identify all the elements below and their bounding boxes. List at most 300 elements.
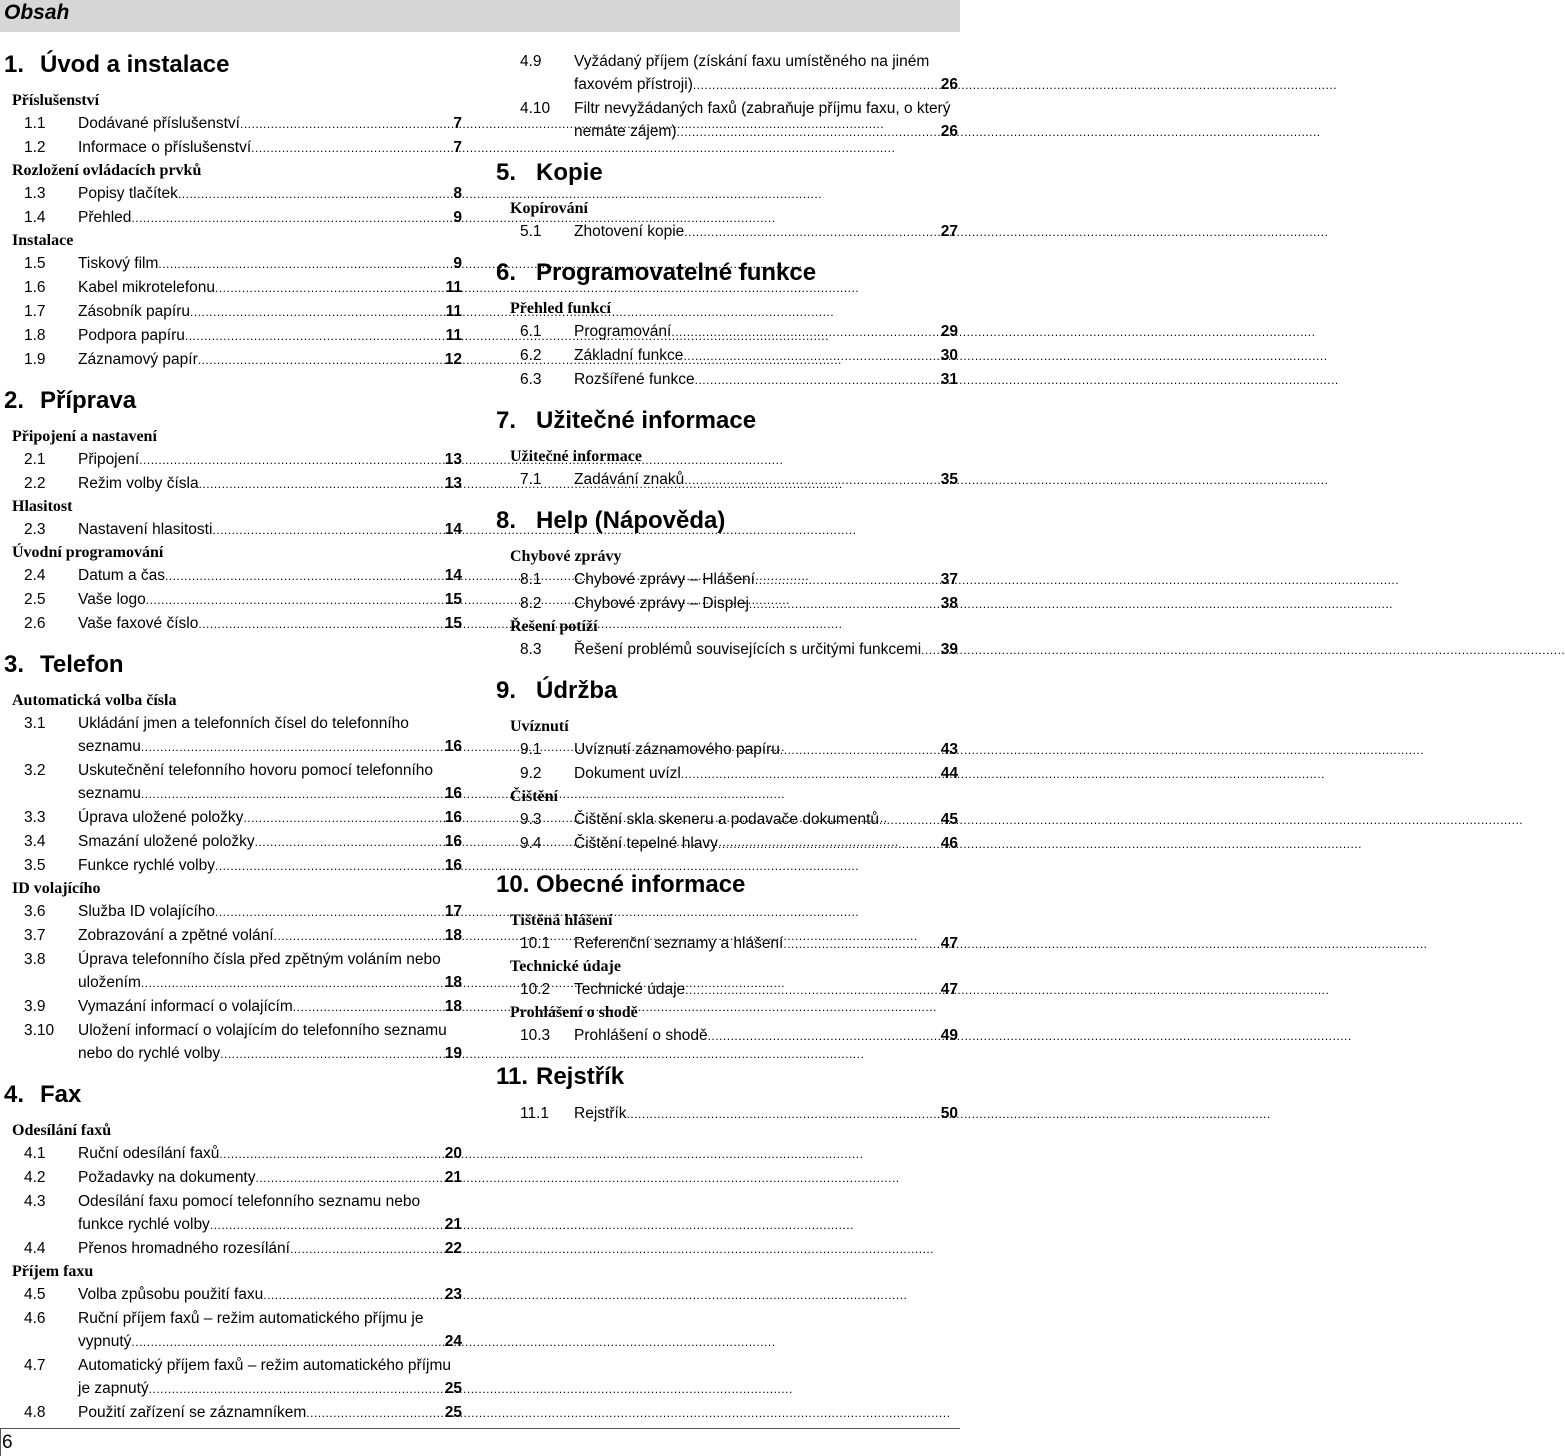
entry-page: 37 bbox=[940, 571, 958, 588]
section-heading: Čištění bbox=[510, 788, 558, 805]
entry-text: Služba ID volajícího bbox=[78, 903, 215, 920]
chapter-title: Úvod a instalace bbox=[40, 51, 230, 78]
entry-text: Technické údaje bbox=[574, 981, 686, 998]
dot-leader bbox=[684, 468, 939, 492]
toc-entry[interactable] bbox=[0, 759, 466, 806]
entry-text: Popisy tlačítek bbox=[78, 185, 178, 202]
entry-line bbox=[78, 1377, 462, 1401]
entry-page: 16 bbox=[444, 857, 462, 874]
toc-entry[interactable] bbox=[496, 320, 960, 344]
entry-page: 47 bbox=[940, 935, 958, 952]
entry-page: 11 bbox=[445, 303, 462, 320]
dot-leader bbox=[306, 1401, 443, 1425]
entry-number: 3.9 bbox=[24, 998, 46, 1015]
dot-leader bbox=[146, 588, 444, 612]
entry-number: 4.2 bbox=[24, 1169, 46, 1186]
entry-number: 3.7 bbox=[24, 927, 46, 944]
dot-leader bbox=[251, 136, 452, 160]
entry-text: Ruční odesílání faxů bbox=[78, 1145, 220, 1162]
entry-text: Vaše logo bbox=[78, 591, 146, 608]
chapter-heading[interactable] bbox=[496, 1062, 960, 1092]
entry-page: 16 bbox=[444, 785, 462, 802]
dot-leader bbox=[131, 206, 452, 230]
entry-page: 46 bbox=[940, 835, 958, 852]
section-heading: Přehled funkcí bbox=[510, 300, 611, 317]
dot-leader bbox=[215, 854, 444, 878]
entry-page: 11 bbox=[445, 279, 462, 296]
entry-page: 15 bbox=[444, 591, 462, 608]
section-heading: Automatická volba čísla bbox=[12, 692, 177, 709]
chapter-title: Programovatelné funkce bbox=[536, 259, 817, 286]
toc-entry[interactable] bbox=[496, 1024, 960, 1048]
toc-entry[interactable] bbox=[0, 1307, 466, 1354]
entry-text: Rejstřík bbox=[574, 1105, 627, 1122]
toc-entry[interactable] bbox=[0, 252, 466, 276]
entry-page: 47 bbox=[940, 981, 958, 998]
entry-number: 6.1 bbox=[520, 323, 542, 340]
entry-text-cont: vypnutý bbox=[78, 1333, 132, 1350]
chapter-gap-small bbox=[496, 706, 960, 716]
section-heading: Rozložení ovládacích prvků bbox=[12, 162, 202, 179]
dot-leader bbox=[215, 276, 445, 300]
dot-leader bbox=[274, 924, 444, 948]
toc-entry[interactable] bbox=[496, 368, 960, 392]
entry-number: 7.1 bbox=[520, 471, 542, 488]
entry-page: 39 bbox=[940, 641, 958, 658]
entry-text: Zadávání znaků bbox=[574, 471, 685, 488]
entry-text: Rozšířené funkce bbox=[574, 371, 695, 388]
toc-entry[interactable] bbox=[0, 1283, 466, 1307]
chapter-number: 4. bbox=[4, 1081, 25, 1108]
entry-number: 1.9 bbox=[24, 351, 46, 368]
entry-page: 7 bbox=[453, 115, 462, 132]
entry-line bbox=[78, 1401, 462, 1425]
dot-leader bbox=[293, 995, 444, 1019]
dot-leader bbox=[243, 806, 443, 830]
dot-leader bbox=[240, 112, 452, 136]
entry-line bbox=[574, 120, 958, 144]
entry-text: Čištění tepelné hlavy bbox=[574, 835, 718, 852]
entry-page: 9 bbox=[453, 209, 462, 226]
entry-text: Vymazání informací o volajícím bbox=[78, 998, 293, 1015]
entry-line bbox=[78, 518, 462, 542]
entry-number: 4.10 bbox=[520, 100, 551, 117]
footer-divider bbox=[0, 1428, 1, 1456]
entry-number: 10.1 bbox=[520, 935, 551, 952]
toc-entry[interactable] bbox=[0, 1166, 466, 1190]
entry-line bbox=[78, 1330, 462, 1354]
dot-leader bbox=[684, 220, 939, 244]
entry-number: 3.1 bbox=[24, 715, 46, 732]
entry-text: Úprava telefonního čísla před zpětným voláním nebo bbox=[78, 951, 441, 968]
toc-column-right bbox=[496, 50, 960, 1126]
entry-page: 16 bbox=[444, 809, 462, 826]
toc-entry[interactable] bbox=[496, 978, 960, 1002]
chapter-number: 11. bbox=[496, 1063, 529, 1090]
entry-text-cont: nemáte zájem) bbox=[574, 123, 677, 140]
section-heading: Kopírování bbox=[510, 200, 588, 217]
entry-page: 13 bbox=[444, 475, 462, 492]
entry-line bbox=[78, 472, 462, 496]
chapter-gap-small bbox=[496, 1092, 960, 1102]
toc-entry[interactable] bbox=[0, 324, 466, 348]
entry-number: 2.2 bbox=[24, 475, 46, 492]
chapter-gap-small bbox=[0, 416, 466, 426]
section-heading: Užitečné informace bbox=[510, 448, 642, 465]
chapter-gap-small bbox=[496, 188, 960, 198]
chapter-gap-small bbox=[496, 288, 960, 298]
entry-line bbox=[574, 738, 958, 762]
entry-number: 8.3 bbox=[520, 641, 542, 658]
toc-entry[interactable] bbox=[0, 612, 466, 636]
dot-leader bbox=[290, 1237, 444, 1261]
entry-text: Připojení bbox=[78, 451, 140, 468]
toc-entry[interactable] bbox=[496, 808, 960, 832]
entry-line bbox=[574, 344, 958, 368]
toc-entry[interactable] bbox=[496, 468, 960, 492]
entry-number: 3.6 bbox=[24, 903, 46, 920]
entry-text: Přehled bbox=[78, 209, 132, 226]
toc-entry[interactable] bbox=[0, 830, 466, 854]
chapter-heading[interactable] bbox=[496, 406, 960, 436]
section-heading: Příjem faxu bbox=[12, 1263, 94, 1280]
entry-page: 21 bbox=[444, 1169, 462, 1186]
entry-line bbox=[574, 762, 958, 786]
entry-line bbox=[574, 320, 958, 344]
entry-text: Datum a čas bbox=[78, 567, 166, 584]
entry-line bbox=[78, 276, 462, 300]
entry-number: 4.8 bbox=[24, 1404, 46, 1421]
entry-number: 1.5 bbox=[24, 255, 46, 272]
toc-entry[interactable] bbox=[0, 112, 466, 136]
entry-page: 38 bbox=[940, 595, 958, 612]
entry-text-cont: faxovém přístroji) bbox=[574, 76, 693, 93]
chapter-heading[interactable] bbox=[496, 158, 960, 188]
entry-line bbox=[78, 782, 462, 806]
toc-entry[interactable] bbox=[0, 712, 466, 759]
entry-text: Podpora papíru bbox=[78, 327, 185, 344]
entry-text: Zásobník papíru bbox=[78, 303, 191, 320]
toc-entry[interactable] bbox=[0, 300, 466, 324]
chapter-number: 6. bbox=[496, 259, 517, 286]
dot-leader bbox=[149, 1377, 444, 1401]
entry-line bbox=[78, 588, 462, 612]
chapter-heading[interactable] bbox=[0, 50, 466, 80]
entry-page: 20 bbox=[444, 1145, 462, 1162]
chapter-gap bbox=[496, 492, 960, 506]
toc-entry[interactable] bbox=[0, 564, 466, 588]
dot-leader bbox=[219, 1142, 443, 1166]
entry-line bbox=[574, 808, 958, 832]
chapter-heading[interactable] bbox=[0, 386, 466, 416]
entry-page: 14 bbox=[444, 567, 462, 584]
entry-text: Nastavení hlasitosti bbox=[78, 521, 213, 538]
entry-line bbox=[574, 832, 958, 856]
entry-text: Dodávané příslušenství bbox=[78, 115, 240, 132]
section-heading: Tištěná hlášení bbox=[510, 912, 613, 929]
chapter-title: Kopie bbox=[536, 159, 603, 186]
entry-text: Použití zařízení se záznamníkem bbox=[78, 1404, 307, 1421]
entry-text: Programování bbox=[574, 323, 672, 340]
entry-page: 17 bbox=[444, 903, 462, 920]
entry-number: 3.8 bbox=[24, 951, 46, 968]
entry-line bbox=[78, 1213, 462, 1237]
entry-line bbox=[78, 252, 462, 276]
entry-page: 16 bbox=[444, 833, 462, 850]
toc-entry[interactable] bbox=[496, 97, 960, 144]
toc-entry[interactable] bbox=[496, 50, 960, 97]
entry-number: 3.3 bbox=[24, 809, 46, 826]
chapter-heading[interactable] bbox=[0, 1080, 466, 1110]
entry-text: Vaše faxové číslo bbox=[78, 615, 199, 632]
entry-line bbox=[78, 348, 462, 372]
toc-entry[interactable] bbox=[0, 182, 466, 206]
dot-leader bbox=[693, 73, 940, 97]
dot-leader bbox=[921, 638, 940, 662]
chapter-heading[interactable] bbox=[496, 870, 960, 900]
toc-entry[interactable] bbox=[0, 900, 466, 924]
entry-line bbox=[574, 220, 958, 244]
chapter-gap bbox=[496, 662, 960, 676]
entry-number: 1.6 bbox=[24, 279, 46, 296]
entry-number: 1.1 bbox=[24, 115, 46, 132]
dot-leader bbox=[671, 320, 939, 344]
entry-text: Záznamový papír bbox=[78, 351, 198, 368]
entry-number: 5.1 bbox=[520, 223, 542, 240]
toc-entry[interactable] bbox=[0, 472, 466, 496]
section-heading: Chybové zprávy bbox=[510, 548, 622, 565]
toc-entry[interactable] bbox=[0, 1142, 466, 1166]
entry-line bbox=[574, 638, 958, 662]
toc-entry[interactable] bbox=[496, 1102, 960, 1126]
chapter-heading[interactable] bbox=[496, 506, 960, 536]
dot-leader bbox=[141, 782, 444, 806]
chapter-number: 7. bbox=[496, 407, 517, 434]
entry-line bbox=[574, 1102, 958, 1126]
entry-page: 49 bbox=[940, 1027, 958, 1044]
entry-text: Režim volby čísla bbox=[78, 475, 199, 492]
entry-page: 23 bbox=[444, 1286, 462, 1303]
toc-entry[interactable] bbox=[0, 276, 466, 300]
entry-text: Prohlášení o shodě bbox=[574, 1027, 708, 1044]
entry-number: 1.7 bbox=[24, 303, 46, 320]
dot-leader bbox=[256, 1166, 444, 1190]
dot-leader bbox=[220, 1042, 444, 1066]
entry-text: Zhotovení kopie bbox=[574, 223, 685, 240]
entry-text: Informace o příslušenství bbox=[78, 139, 252, 156]
dot-leader bbox=[695, 368, 940, 392]
toc-entry[interactable] bbox=[0, 948, 466, 995]
toc-entry[interactable] bbox=[496, 220, 960, 244]
section-heading: Uvíznutí bbox=[510, 718, 569, 735]
entry-number: 3.2 bbox=[24, 762, 46, 779]
toc-column-left bbox=[0, 50, 466, 1425]
entry-line bbox=[78, 300, 462, 324]
dot-leader bbox=[755, 568, 940, 592]
dot-leader bbox=[131, 1330, 443, 1354]
entry-number: 10.3 bbox=[520, 1027, 551, 1044]
chapter-gap-small bbox=[0, 80, 466, 90]
dot-leader bbox=[718, 832, 940, 856]
entry-text: Uložení informací o volajícím do telefonního seznamu bbox=[78, 1022, 447, 1039]
entry-text: Chybové zprávy – Displej bbox=[574, 595, 749, 612]
entry-text: Tiskový film bbox=[78, 255, 159, 272]
chapter-heading[interactable] bbox=[0, 650, 466, 680]
toc-entry[interactable] bbox=[0, 448, 466, 472]
entry-number: 4.1 bbox=[24, 1145, 46, 1162]
entry-text-cont: seznamu bbox=[78, 738, 141, 755]
entry-line bbox=[574, 592, 958, 616]
entry-page: 19 bbox=[444, 1045, 462, 1062]
entry-number: 2.5 bbox=[24, 591, 46, 608]
toc-entry[interactable] bbox=[0, 995, 466, 1019]
entry-text: Automatický příjem faxů – režim automatického příjmu bbox=[78, 1357, 451, 1374]
chapter-gap-small bbox=[496, 900, 960, 910]
dot-leader bbox=[681, 762, 940, 786]
entry-number: 1.8 bbox=[24, 327, 46, 344]
toc-entry[interactable] bbox=[0, 348, 466, 372]
toc-entry[interactable] bbox=[0, 206, 466, 230]
entry-page: 18 bbox=[444, 974, 462, 991]
chapter-title: Příprava bbox=[40, 387, 137, 414]
dot-leader bbox=[198, 348, 444, 372]
dot-leader bbox=[199, 472, 444, 496]
toc-entry[interactable] bbox=[0, 806, 466, 830]
entry-number: 3.4 bbox=[24, 833, 46, 850]
chapter-gap bbox=[496, 392, 960, 406]
dot-leader bbox=[780, 738, 940, 762]
entry-line bbox=[78, 900, 462, 924]
entry-number: 6.2 bbox=[520, 347, 542, 364]
toc-entry[interactable] bbox=[496, 344, 960, 368]
chapter-title: Rejstřík bbox=[536, 1063, 625, 1090]
chapter-gap bbox=[0, 636, 466, 650]
entry-line bbox=[78, 924, 462, 948]
toc-entry[interactable] bbox=[496, 638, 960, 662]
entry-line bbox=[574, 978, 958, 1002]
chapter-title: Help (Nápověda) bbox=[536, 507, 726, 534]
entry-line bbox=[78, 995, 462, 1019]
entry-line bbox=[78, 182, 462, 206]
toc-entry[interactable] bbox=[0, 1237, 466, 1261]
entry-number: 3.5 bbox=[24, 857, 46, 874]
toc-entry[interactable] bbox=[0, 588, 466, 612]
dot-leader bbox=[783, 932, 939, 956]
toc-entry[interactable] bbox=[0, 924, 466, 948]
toc-entry[interactable] bbox=[0, 1019, 466, 1066]
entry-line bbox=[78, 830, 462, 854]
chapter-gap bbox=[496, 856, 960, 870]
entry-page: 13 bbox=[444, 451, 462, 468]
entry-line bbox=[78, 112, 462, 136]
section-heading: Hlasitost bbox=[12, 498, 73, 515]
toc-entry[interactable] bbox=[0, 1190, 466, 1237]
entry-number: 8.2 bbox=[520, 595, 542, 612]
chapter-gap bbox=[0, 372, 466, 386]
entry-text: Funkce rychlé volby bbox=[78, 857, 215, 874]
entry-text: Vyžádaný příjem (získání faxu umístěného na jiném bbox=[574, 53, 930, 70]
dot-leader bbox=[165, 564, 444, 588]
dot-leader bbox=[263, 1283, 443, 1307]
entry-page: 11 bbox=[445, 327, 462, 344]
entry-page: 44 bbox=[940, 765, 958, 782]
dot-leader bbox=[178, 182, 452, 206]
dot-leader bbox=[215, 900, 444, 924]
entry-number: 1.2 bbox=[24, 139, 46, 156]
entry-text-cont: seznamu bbox=[78, 785, 141, 802]
entry-page: 26 bbox=[940, 123, 958, 140]
chapter-heading[interactable] bbox=[496, 258, 960, 288]
toc-entry[interactable] bbox=[496, 932, 960, 956]
entry-text: Uskutečnění telefonního hovoru pomocí telefonního bbox=[78, 762, 434, 779]
section-heading: Příslušenství bbox=[12, 92, 100, 109]
toc-entry[interactable] bbox=[496, 832, 960, 856]
entry-page: 45 bbox=[940, 811, 958, 828]
chapter-title: Fax bbox=[40, 1081, 82, 1108]
dot-leader bbox=[190, 300, 445, 324]
toc-entry[interactable] bbox=[0, 854, 466, 878]
dot-leader bbox=[141, 971, 444, 995]
dot-leader bbox=[139, 448, 444, 472]
chapter-gap bbox=[496, 244, 960, 258]
section-heading: Instalace bbox=[12, 232, 74, 249]
toc-entry[interactable] bbox=[0, 518, 466, 542]
entry-text: Chybové zprávy – Hlášení bbox=[574, 571, 755, 588]
toc-entry[interactable] bbox=[0, 1401, 466, 1425]
section-heading: ID volajícího bbox=[12, 880, 101, 897]
entry-line bbox=[574, 1024, 958, 1048]
toc-entry[interactable] bbox=[496, 568, 960, 592]
entry-page: 8 bbox=[453, 185, 462, 202]
entry-number: 4.9 bbox=[520, 53, 542, 70]
entry-text: Základní funkce bbox=[574, 347, 684, 364]
entry-line bbox=[78, 1283, 462, 1307]
entry-page: 50 bbox=[940, 1105, 958, 1122]
chapter-number: 9. bbox=[496, 677, 517, 704]
entry-number: 4.5 bbox=[24, 1286, 46, 1303]
toc-entry[interactable] bbox=[0, 136, 466, 160]
entry-line bbox=[78, 1237, 462, 1261]
entry-page: 18 bbox=[444, 927, 462, 944]
header-bar bbox=[0, 0, 960, 32]
entry-line bbox=[78, 806, 462, 830]
toc-entry[interactable] bbox=[0, 1354, 466, 1401]
toc-entry[interactable] bbox=[496, 738, 960, 762]
toc-entry[interactable] bbox=[496, 592, 960, 616]
entry-number: 4.4 bbox=[24, 1240, 46, 1257]
entry-page: 29 bbox=[940, 323, 958, 340]
entry-page: 25 bbox=[444, 1380, 462, 1397]
dot-leader bbox=[683, 344, 939, 368]
entry-line bbox=[574, 368, 958, 392]
entry-line bbox=[78, 1042, 462, 1066]
entry-text: Čištění skla skeneru a podavače dokumentů bbox=[574, 811, 880, 828]
entry-text: Uvíznutí záznamového papíru bbox=[574, 741, 780, 758]
dot-leader bbox=[879, 808, 940, 832]
toc-entry[interactable] bbox=[496, 762, 960, 786]
entry-number: 4.6 bbox=[24, 1310, 46, 1327]
section-heading: Prohlášení o shodě bbox=[510, 1004, 638, 1021]
chapter-gap bbox=[0, 1066, 466, 1080]
entry-page: 7 bbox=[453, 139, 462, 156]
entry-text: Dokument uvízl bbox=[574, 765, 681, 782]
entry-text: Zobrazování a zpětné volání bbox=[78, 927, 274, 944]
entry-number: 9.3 bbox=[520, 811, 542, 828]
dot-leader bbox=[749, 592, 940, 616]
entry-number: 3.10 bbox=[24, 1022, 55, 1039]
chapter-heading[interactable] bbox=[496, 676, 960, 706]
entry-line bbox=[78, 136, 462, 160]
